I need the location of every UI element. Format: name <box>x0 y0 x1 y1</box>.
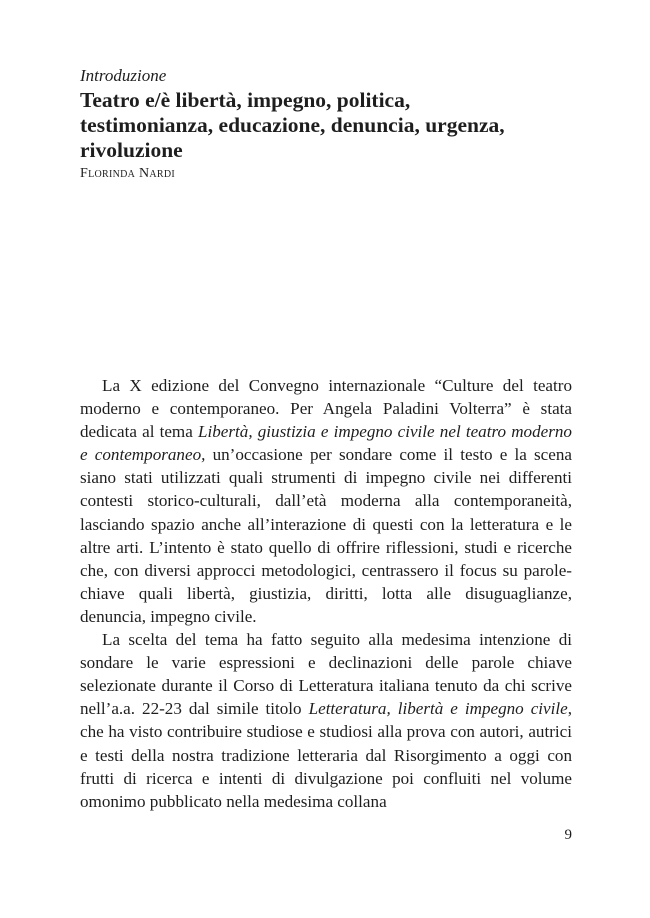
text-segment: un’occasione per sondare come il testo e la scena siano stati utilizzati quali strumenti di impegno civile nei differenti contesti storico-culturali, dall’età moderna alla contemporaneità, lasciando spazio anche all’interazione di questi con la letteratura e le altre arti. L’intento è stato quello di offrire riflessioni, studi e ricerche che, con diversi approcci metodologici, centrassero il focus su parole-chiave quali libertà, giustizia, diritti, lotta alle disuguaglianze, denuncia, impegno civile. <box>80 445 572 626</box>
body-text <box>80 374 572 813</box>
chapter-header <box>80 66 580 183</box>
author-name: Florinda Nardi <box>80 166 176 181</box>
chapter-title-line: Teatro e/è libertà, impegno, politica, <box>80 88 411 112</box>
page-number: 9 <box>564 827 572 843</box>
chapter-title-line: rivoluzione <box>80 138 183 162</box>
text-segment: La scelta del tema ha fatto seguito alla medesima intenzione di sondare le varie espressioni e declinazioni delle parole chiave selezionate durante il Corso di Letteratura italiana tenuto da chi scrive nell’a.a. 22-23 dal simile titolo <box>80 630 572 719</box>
text-segment: , che ha visto contribuire studiose e studiosi alla prova con autori, autrici e testi della nostra tradizione letteraria dal Risorgimento a oggi con frutti di ricerca e intenti di divulgazione poi confluiti nel volume omonimo pubblicato nella medesima collana <box>80 699 572 811</box>
paragraph <box>80 374 572 628</box>
chapter-title <box>80 88 580 163</box>
chapter-title-line: testimonianza, educazione, denuncia, urgenza, <box>80 113 505 137</box>
italic-title: Libertà, giustizia e impegno civile nel teatro moderno e contemporaneo, <box>80 422 572 465</box>
text-segment: La X edizione del Convegno internazionale “Culture del teatro moderno e contemporaneo. Per Angela Paladini Volterra” è stata dedicata al tema <box>80 376 572 442</box>
section-label: Introduzione <box>80 66 167 85</box>
paragraph <box>80 628 572 813</box>
italic-title: Letteratura, libertà e impegno civile <box>308 699 568 719</box>
